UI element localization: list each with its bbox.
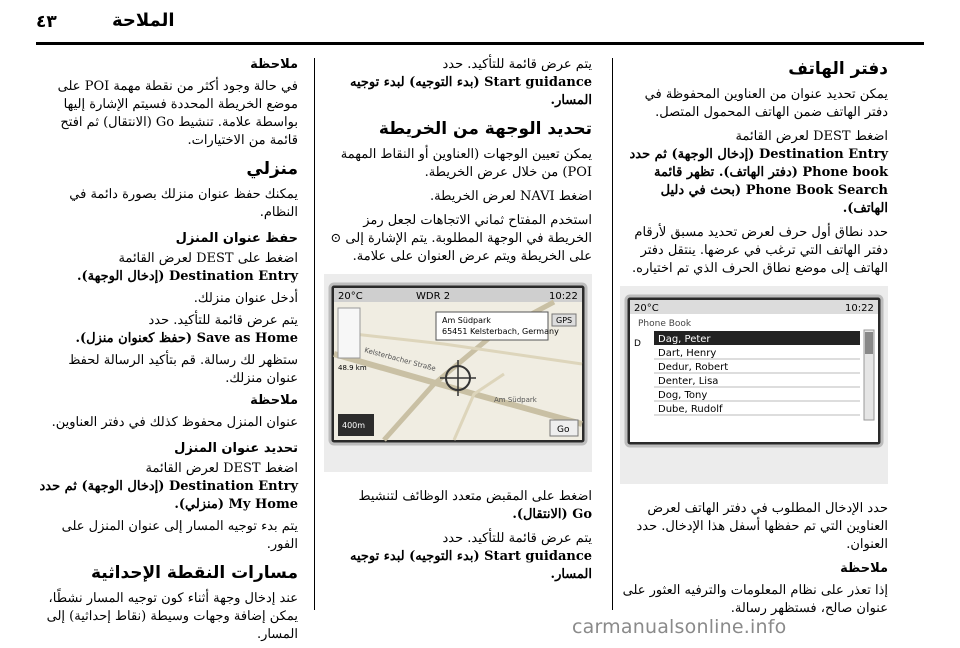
phonebook-time: 10:22 bbox=[845, 303, 874, 314]
guidance-step: يتم عرض قائمة للتأكيد. حدد Start guidance (بدء التوجيه) لبدء توجيه المسار. bbox=[349, 57, 592, 108]
section-title: الملاحة bbox=[112, 10, 175, 31]
phonebook-entry[interactable]: Dag, Peter bbox=[658, 334, 711, 345]
phonebook-step2: حدد نطاق أول حرف لعرض تحديد مسبق لأرقام دفتر الهاتف التي ترغب في عرضها. ينتقل دفتر الهاتف إلى موضع نطاق الحرف الذي تم اختياره. bbox=[631, 225, 888, 276]
waypoints-heading: مسارات النقطة الإحداثية bbox=[90, 563, 298, 583]
phonebook-temp: 20°C bbox=[634, 303, 659, 314]
map-street-label: Kelsterbacher Straße bbox=[363, 346, 437, 373]
my-home-intro: يمكنك حفظ عنوان منزلك بصورة دائمة في النظام. bbox=[69, 187, 298, 220]
map-address-line1: Am Südpark bbox=[442, 316, 491, 325]
save-home-step1: اضغط على DEST لعرض القائمة Destination Entry (إدخال الوجهة). bbox=[76, 251, 298, 284]
page-header bbox=[0, 0, 960, 42]
phonebook-entry[interactable]: Denter, Lisa bbox=[658, 376, 719, 387]
phonebook-step3: حدد الإدخال المطلوب في دفتر الهاتف لعرض العناوين التي تم حفظها أسفل هذا الإدخال. حدد العنوان. bbox=[636, 501, 888, 552]
map-step1: اضغط NAVI لعرض الخريطة. bbox=[430, 189, 592, 204]
map-intro: يمكن تعيين الوجهات (العناوين أو النقاط المهمة POI) من خلال عرض الخريطة. bbox=[340, 147, 592, 180]
map-screen-image bbox=[322, 274, 592, 478]
phonebook-note-label: ملاحظة bbox=[840, 561, 888, 576]
map-road: WDR 2 bbox=[416, 291, 451, 302]
map-distance: 400m bbox=[342, 421, 366, 430]
map-gps-badge: GPS bbox=[556, 316, 573, 325]
map-step4: يتم عرض قائمة للتأكيد. حدد Start guidance (بدء التوجيه) لبدء توجيه المسار. bbox=[349, 531, 592, 582]
map-time: 10:22 bbox=[549, 291, 578, 302]
column-divider-right bbox=[612, 58, 613, 610]
phonebook-screen-image bbox=[620, 286, 888, 490]
select-home-heading: تحديد عنوان المنزل bbox=[174, 441, 298, 456]
phonebook-entry[interactable]: Dart, Henry bbox=[658, 348, 717, 359]
save-home-heading: حفظ عنوان المنزل bbox=[175, 231, 298, 246]
phonebook-step1: اضغط DEST لعرض القائمة Destination Entry (إدخال الوجهة) ثم حدد Phone book (دفتر الهاتف). تظهر قائمة Phone Book Search (بحث في دليل الهاتف). bbox=[629, 129, 888, 216]
map-go-label: Go bbox=[557, 425, 570, 435]
poi-note-label: ملاحظة bbox=[250, 57, 298, 72]
middle-column bbox=[322, 56, 592, 588]
watermark: carmanualsonline.info bbox=[572, 616, 787, 638]
map-street-label: Am Südpark bbox=[494, 396, 537, 404]
save-home-step3: يتم عرض قائمة للتأكيد. حدد Save as Home (حفظ كعنوان منزل). bbox=[75, 313, 298, 346]
save-home-note-text: عنوان المنزل محفوظ كذلك في دفتر العناوين. bbox=[51, 415, 298, 430]
phonebook-scroll-letter: D bbox=[634, 339, 641, 349]
map-destination-heading: تحديد الوجهة من الخريطة bbox=[378, 119, 592, 139]
map-address-line2: 65451 Kelsterbach, Germany bbox=[442, 327, 559, 336]
header-rule bbox=[36, 42, 924, 45]
right-column bbox=[620, 56, 888, 622]
save-home-step2: أدخل عنوان منزلك. bbox=[193, 291, 298, 306]
map-screen bbox=[324, 274, 592, 472]
page-number: ٤٣ bbox=[36, 12, 57, 32]
save-home-step4: ستظهر لك رسالة. قم بتأكيد الرسالة لحفظ عنوان منزلك. bbox=[68, 353, 298, 386]
my-home-heading: منزلي bbox=[246, 159, 298, 179]
phonebook-entry[interactable]: Dog, Tony bbox=[658, 390, 708, 401]
phonebook-entry[interactable]: Dedur, Robert bbox=[658, 362, 729, 373]
phonebook-entry[interactable]: Dube, Rudolf bbox=[658, 404, 723, 415]
map-temp: 20°C bbox=[338, 291, 363, 302]
select-home-step2: يتم بدء توجيه المسار إلى عنوان المنزل على الفور. bbox=[61, 519, 298, 552]
phonebook-list-title: Phone Book bbox=[638, 319, 692, 329]
left-column bbox=[36, 56, 298, 648]
phonebook-screen bbox=[620, 286, 888, 484]
phonebook-heading: دفتر الهاتف bbox=[788, 59, 888, 79]
map-scale: 48.9 km bbox=[338, 364, 367, 372]
poi-note-text: في حالة وجود أكثر من نقطة مهمة POI على موضع الخريطة المحددة فسيتم الإشارة إليها بواسطة علامة. تنشيط Go (الانتقال) ثم افتح قائمة من الاختيارات. bbox=[57, 79, 298, 148]
phonebook-scrollbar[interactable] bbox=[865, 332, 873, 354]
select-home-step1: اضغط DEST لعرض القائمة Destination Entry (إدخال الوجهة) ثم حدد My Home (منزلي). bbox=[39, 461, 298, 512]
map-zoom-control[interactable] bbox=[338, 308, 360, 358]
column-divider-left bbox=[314, 58, 315, 610]
save-home-note-label: ملاحظة bbox=[250, 393, 298, 408]
phonebook-note-text: إذا تعذر على نظام المعلومات والترفيه العثور على عنوان صالح، فستظهر رسالة. bbox=[622, 583, 888, 616]
map-step2: استخدم المفتاح ثماني الاتجاهات لجعل رمز الخريطة في الوجهة المطلوبة. يتم الإشارة إلى ⊙ على الخريطة ويتم عرض العنوان على علامة. bbox=[330, 213, 592, 264]
waypoints-text: عند إدخال وجهة أثناء كون توجيه المسار نشطًا، يمكن إضافة وجهات وسيطة (نقاط إحداثية) إلى المسار. bbox=[46, 591, 298, 642]
map-step3: اضغط على المقبض متعدد الوظائف لتنشيط Go (الانتقال). bbox=[358, 489, 592, 522]
phonebook-intro: يمكن تحديد عنوان من العناوين المحفوظة في دفتر الهاتف ضمن الهاتف المحمول المتصل. bbox=[644, 87, 888, 120]
